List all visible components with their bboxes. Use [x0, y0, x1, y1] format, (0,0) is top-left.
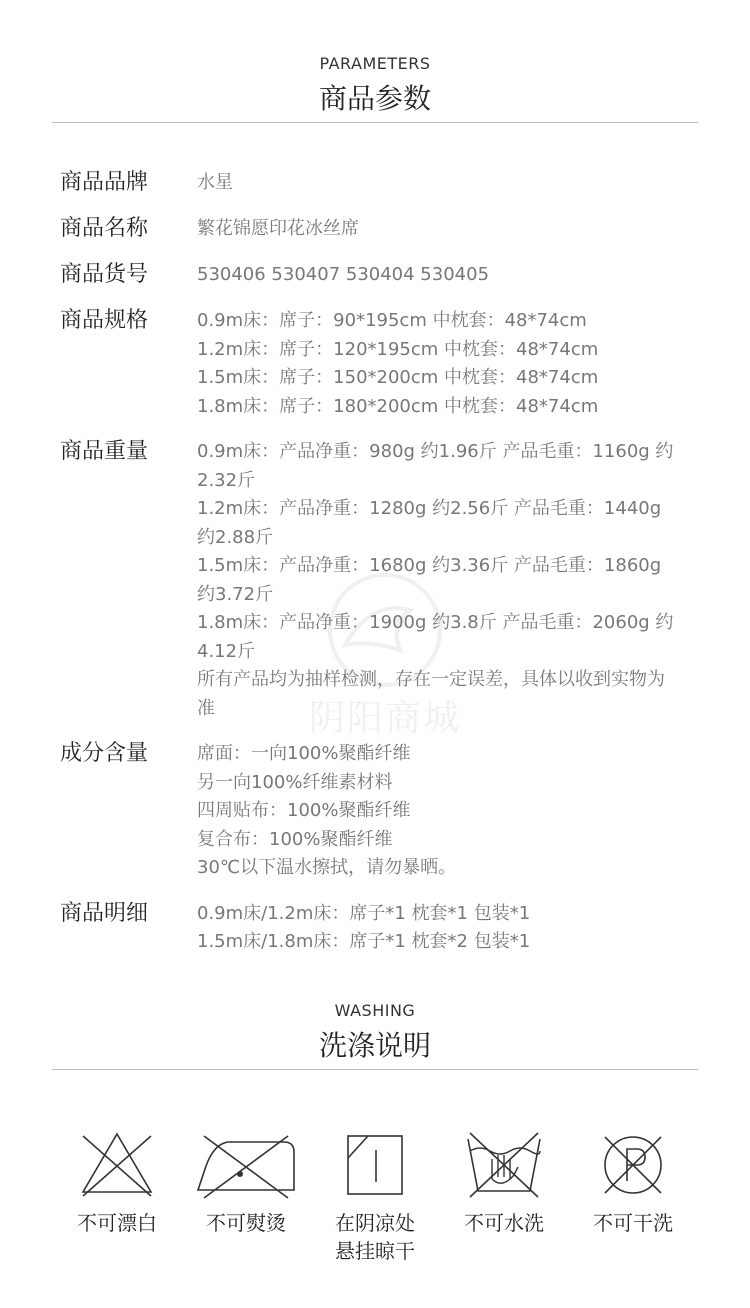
param-values [197, 306, 680, 421]
no-iron-icon [184, 1125, 308, 1205]
washing-title-cn: 洗涤说明 [318, 1029, 431, 1062]
param-label: 商品规格 [60, 308, 149, 333]
params-title-en: PARAMETERS [319, 54, 431, 73]
wash-label: 在阴凉处 悬挂晾干 [335, 1211, 415, 1263]
param-value: 1.2m床：产品净重：1280g 约2.56斤 产品毛重：1440g 约2.88斤 [197, 498, 662, 548]
washing-section-header [0, 1001, 750, 1064]
param-values [197, 260, 680, 290]
param-row [60, 260, 680, 290]
wash-label: 不可熨烫 [206, 1211, 286, 1235]
param-label: 商品重量 [60, 439, 149, 464]
param-row [60, 306, 680, 421]
watermark-text: 阴阳商城 [308, 698, 461, 739]
param-values [197, 214, 680, 244]
param-label: 商品品牌 [60, 170, 149, 195]
param-value: 繁花锦愿印花冰丝席 [197, 218, 359, 239]
param-values [197, 899, 680, 957]
param-value: 30℃以下温水擦拭，请勿暴晒。 [197, 857, 457, 878]
param-values [197, 168, 680, 198]
params-section-header [0, 54, 750, 117]
param-row [60, 739, 680, 883]
params-table [60, 168, 680, 973]
param-row [60, 437, 680, 723]
param-label: 商品货号 [60, 262, 149, 287]
params-divider [52, 122, 698, 123]
param-row [60, 168, 680, 198]
param-values [197, 739, 680, 883]
param-value: 复合布：100%聚酯纤维 [197, 828, 393, 850]
param-value: 1.5m床：产品净重：1680g 约3.36斤 产品毛重：1860g 约3.72斤 [197, 555, 662, 605]
no-bleach-icon [55, 1125, 179, 1205]
wash-label: 不可漂白 [77, 1211, 157, 1235]
param-row [60, 899, 680, 957]
washing-title-en: WASHING [334, 1001, 416, 1020]
param-label: 商品明细 [60, 900, 149, 926]
wash-item-no-wash [442, 1125, 566, 1265]
param-values [197, 437, 680, 723]
no-dry-clean-icon [571, 1125, 695, 1205]
param-label: 商品名称 [60, 216, 149, 241]
wash-item-dry-shade [313, 1125, 437, 1265]
wash-item-no-iron [184, 1125, 308, 1265]
param-value: 1.2m床：席子：120*195cm 中枕套：48*74cm [197, 338, 599, 360]
wash-label: 不可干洗 [593, 1211, 673, 1235]
param-value: 所有产品均为抽样检测，存在一定误差，具体以收到实物为准 [197, 669, 665, 719]
param-value: 530406 530407 530404 530405 [197, 264, 490, 285]
param-value: 另一向100%纤维素材料 [197, 771, 393, 793]
param-value: 四周贴布：100%聚酯纤维 [197, 800, 411, 821]
param-value: 水星 [197, 172, 233, 193]
param-value: 1.8m床：产品净重：1900g 约3.8斤 产品毛重：2060g 约4.12斤 [197, 612, 674, 662]
param-value: 0.9m床：席子：90*195cm 中枕套：48*74cm [197, 310, 587, 331]
param-value: 席面：一向100%聚酯纤维 [197, 743, 411, 764]
param-value: 1.8m床：席子：180*200cm 中枕套：48*74cm [197, 395, 599, 417]
param-label: 成分含量 [60, 741, 149, 766]
wash-item-no-dry-clean [571, 1125, 695, 1265]
param-value: 1.5m床：席子：150*200cm 中枕套：48*74cm [197, 367, 599, 388]
param-row [60, 214, 680, 244]
param-value: 0.9m床：产品净重：980g 约1.96斤 产品毛重：1160g 约2.32斤 [197, 441, 674, 491]
params-title-cn: 商品参数 [318, 82, 431, 115]
wash-label: 不可水洗 [464, 1211, 544, 1235]
washing-divider [52, 1069, 698, 1070]
dry-flat-shade-icon [313, 1125, 437, 1205]
param-value: 1.5m床/1.8m床：席子*1 枕套*2 包装*1 [197, 931, 531, 952]
param-value: 0.9m床/1.2m床：席子*1 枕套*1 包装*1 [197, 902, 531, 924]
washing-icons [55, 1125, 695, 1265]
wash-item-no-bleach [55, 1125, 179, 1265]
no-wash-icon [442, 1125, 566, 1205]
